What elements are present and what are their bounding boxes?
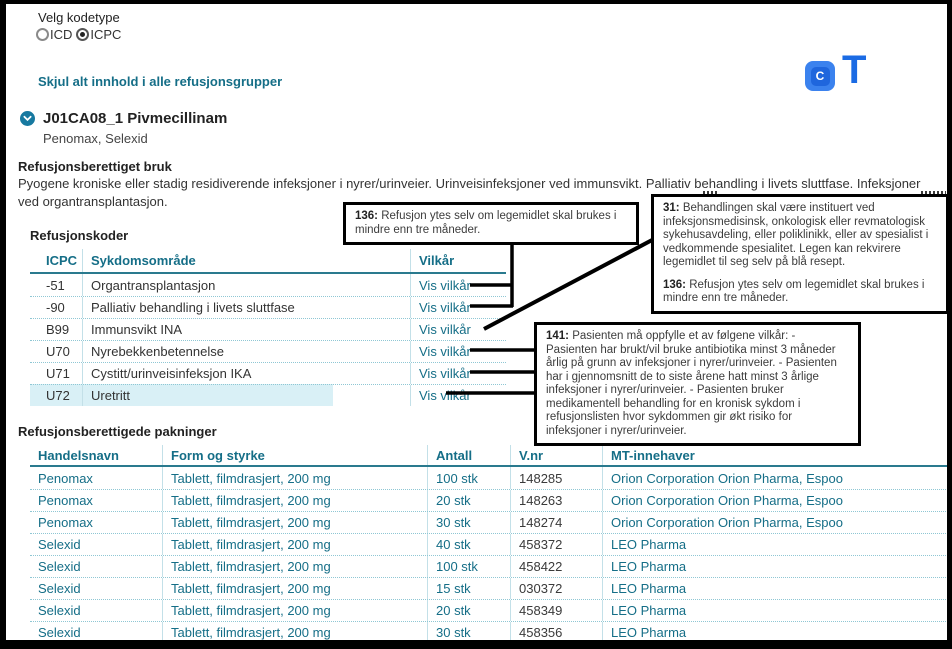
cell-vnr: 030372 [511, 578, 603, 599]
cell-form: Tablett, filmdrasjert, 200 mg [163, 556, 428, 577]
cell-holder: Orion Corporation Orion Pharma, Espoo [611, 515, 843, 530]
packages-table [30, 445, 948, 643]
cell-count: 20 stk [428, 490, 511, 511]
cell-code: -51 [30, 274, 83, 296]
callout-31-136 [651, 194, 949, 314]
cell-form: Tablett, filmdrasjert, 200 mg [163, 467, 428, 489]
col-header-antall: Antall [428, 445, 511, 465]
cell-code: U71 [30, 363, 83, 384]
col-header-form-og-styrke: Form og styrke [163, 445, 428, 465]
cell-holder: LEO Pharma [611, 603, 687, 618]
usage-heading: Refusjonsberettiget bruk [18, 159, 172, 174]
radio-icd[interactable] [36, 27, 72, 42]
cell-area: Organtransplantasjon [83, 274, 411, 296]
cell-form: Tablett, filmdrasjert, 200 mg [163, 512, 428, 533]
callout-text: Pasienten må oppfylle et av følgene vilkår: - Pasienten har brukt/vil bruke antibiotika minst 3 måneder årlig på grunn av infeksjoner i nyrer/urinveier. - Pasienten har i gjennomsnitt de to siste årene hatt minst 3 årlige infeksjoner i nyrer/urinveier. - Pasienten bruker medikamentell behandling for en kronisk sykdom i refusjonslisten hvor sykdommen gir økt risiko for infeksjoner i nyrer/urinveier. [546, 330, 837, 437]
table-row [30, 621, 948, 643]
product-link[interactable]: Penomax [38, 493, 93, 508]
product-link[interactable]: Selexid [38, 559, 81, 574]
codes-table-heading: Refusjonskoder [30, 228, 129, 243]
cell-holder: LEO Pharma [611, 581, 687, 596]
cell-area: Immunsvikt INA [83, 319, 411, 340]
col-header-vnr: V.nr [511, 445, 603, 465]
cell-count: 100 stk [428, 556, 511, 577]
kodetype-radio-group [36, 27, 121, 42]
cell-count: 20 stk [428, 600, 511, 621]
cell-holder: Orion Corporation Orion Pharma, Espoo [611, 470, 843, 486]
radio-icpc-icon[interactable] [76, 28, 89, 41]
table-row [30, 533, 948, 555]
cell-area: Palliativ behandling i livets sluttfase [83, 297, 411, 318]
cell-count: 30 stk [428, 622, 511, 643]
t-extension-icon[interactable]: T [842, 48, 867, 92]
table-row [30, 599, 948, 621]
cell-area: Uretritt [83, 385, 411, 406]
col-header-icpc: ICPC [30, 249, 83, 272]
product-link[interactable]: Penomax [38, 515, 93, 530]
table-row [30, 274, 506, 296]
table-row [30, 296, 506, 318]
col-header-vilkar: Vilkår [419, 253, 455, 268]
radio-icpc-label: ICPC [90, 27, 122, 42]
cell-code: U72 [30, 385, 83, 406]
cell-count: 30 stk [428, 512, 511, 533]
codes-table [30, 249, 506, 406]
vis-vilkar-link[interactable]: Vis vilkår [419, 277, 471, 293]
cell-form: Tablett, filmdrasjert, 200 mg [163, 600, 428, 621]
callout-136 [343, 202, 639, 245]
collapse-chevron-icon[interactable] [20, 111, 35, 126]
cell-area: Cystitt/urinveisinfeksjon IKA [83, 363, 411, 384]
callout-text: Refusjon ytes selv om legemidlet skal brukes i mindre enn tre måneder. [663, 278, 925, 304]
cell-vnr: 148274 [511, 512, 603, 533]
table-row [30, 318, 506, 340]
callout-141 [534, 322, 861, 446]
cell-vnr: 148285 [511, 467, 603, 489]
cell-count: 100 stk [428, 467, 511, 489]
cell-count: 40 stk [428, 534, 511, 555]
cell-area: Nyrebekkenbetennelse [83, 341, 411, 362]
cell-vnr: 458349 [511, 600, 603, 621]
callout-code: 136: [355, 210, 379, 222]
cell-holder: Orion Corporation Orion Pharma, Espoo [611, 493, 843, 508]
callout-code: 141: [546, 330, 570, 342]
cell-vnr: 458422 [511, 556, 603, 577]
table-row [30, 577, 948, 599]
product-link[interactable]: Selexid [38, 581, 81, 596]
cell-form: Tablett, filmdrasjert, 200 mg [163, 534, 428, 555]
cell-code: U70 [30, 341, 83, 362]
group-heading-row [20, 110, 227, 127]
cell-vnr: 148263 [511, 490, 603, 511]
radio-icd-icon[interactable] [36, 28, 49, 41]
callout-code: 136: [663, 278, 687, 291]
table-row [30, 555, 948, 577]
vis-vilkar-link[interactable]: Vis vilkår [419, 344, 471, 359]
cell-holder: LEO Pharma [611, 559, 687, 574]
cell-form: Tablett, filmdrasjert, 200 mg [163, 490, 428, 511]
table-row [30, 340, 506, 362]
group-title: J01CA08_1 Pivmecillinam [43, 110, 228, 127]
packages-table-heading: Refusjonsberettigede pakninger [18, 424, 217, 439]
collapse-all-link[interactable]: Skjul alt innhold i alle refusjonsgrupper [38, 74, 283, 89]
table-row [30, 511, 948, 533]
vis-vilkar-link[interactable]: Vis vilkår [419, 322, 471, 337]
table-row [30, 467, 948, 489]
table-row [30, 489, 948, 511]
usage-text: Pyogene kroniske eller stadig residiverende infeksjoner i nyrer/urinveier. Urinveisinfeksjoner ved immunsvikt. Palliativ behandling i livets sluttfase. Infeksjoner ved organtransplantasjon. [18, 176, 921, 209]
c-extension-letter: C [811, 67, 830, 86]
table-row-highlighted [30, 384, 506, 406]
callout-code: 31: [663, 202, 680, 214]
cell-form: Tablett, filmdrasjert, 200 mg [163, 578, 428, 599]
codes-table-header [30, 249, 506, 274]
cell-code: B99 [30, 319, 83, 340]
product-link[interactable]: Penomax [38, 470, 93, 486]
col-header-mt-innehaver: MT-innehaver [611, 447, 695, 463]
kodetype-label: Velg kodetype [38, 10, 120, 25]
cell-vnr: 458372 [511, 534, 603, 555]
vis-vilkar-link[interactable]: Vis vilkår [419, 366, 471, 381]
product-link[interactable]: Selexid [38, 603, 81, 618]
cell-holder: LEO Pharma [611, 625, 687, 640]
cell-holder: LEO Pharma [611, 537, 687, 552]
product-link[interactable]: Selexid [38, 537, 81, 552]
vis-vilkar-link[interactable]: Vis vilkår [419, 300, 471, 315]
radio-icd-label: ICD [50, 27, 73, 42]
product-link[interactable]: Selexid [38, 625, 81, 640]
callout-text: Behandlingen skal være instituert ved infeksjonsmedisinsk, onkologisk eller revmatologisk sykehusavdeling, eller poliklinikk, eller av spesialist i vedkommende spesialitet. Legen kan rekvirere legemidlet til seg selv på blå resept. [663, 202, 929, 268]
cell-form: Tablett, filmdrasjert, 200 mg [163, 622, 428, 643]
callout-text: Refusjon ytes selv om legemidlet skal brukes i mindre enn tre måneder. [355, 210, 617, 236]
radio-icpc[interactable] [76, 27, 121, 42]
cell-vnr: 458356 [511, 622, 603, 643]
vis-vilkar-link[interactable]: Vis vilkår [419, 388, 471, 403]
cell-count: 15 stk [428, 578, 511, 599]
packages-table-header [30, 445, 948, 467]
group-subtitle: Penomax, Selexid [43, 131, 148, 146]
col-header-handelsnavn: Handelsnavn [30, 445, 163, 465]
table-row [30, 362, 506, 384]
col-header-sykdomsomrade: Sykdomsområde [83, 249, 411, 272]
cell-code: -90 [30, 297, 83, 318]
c-extension-icon[interactable] [805, 61, 835, 91]
